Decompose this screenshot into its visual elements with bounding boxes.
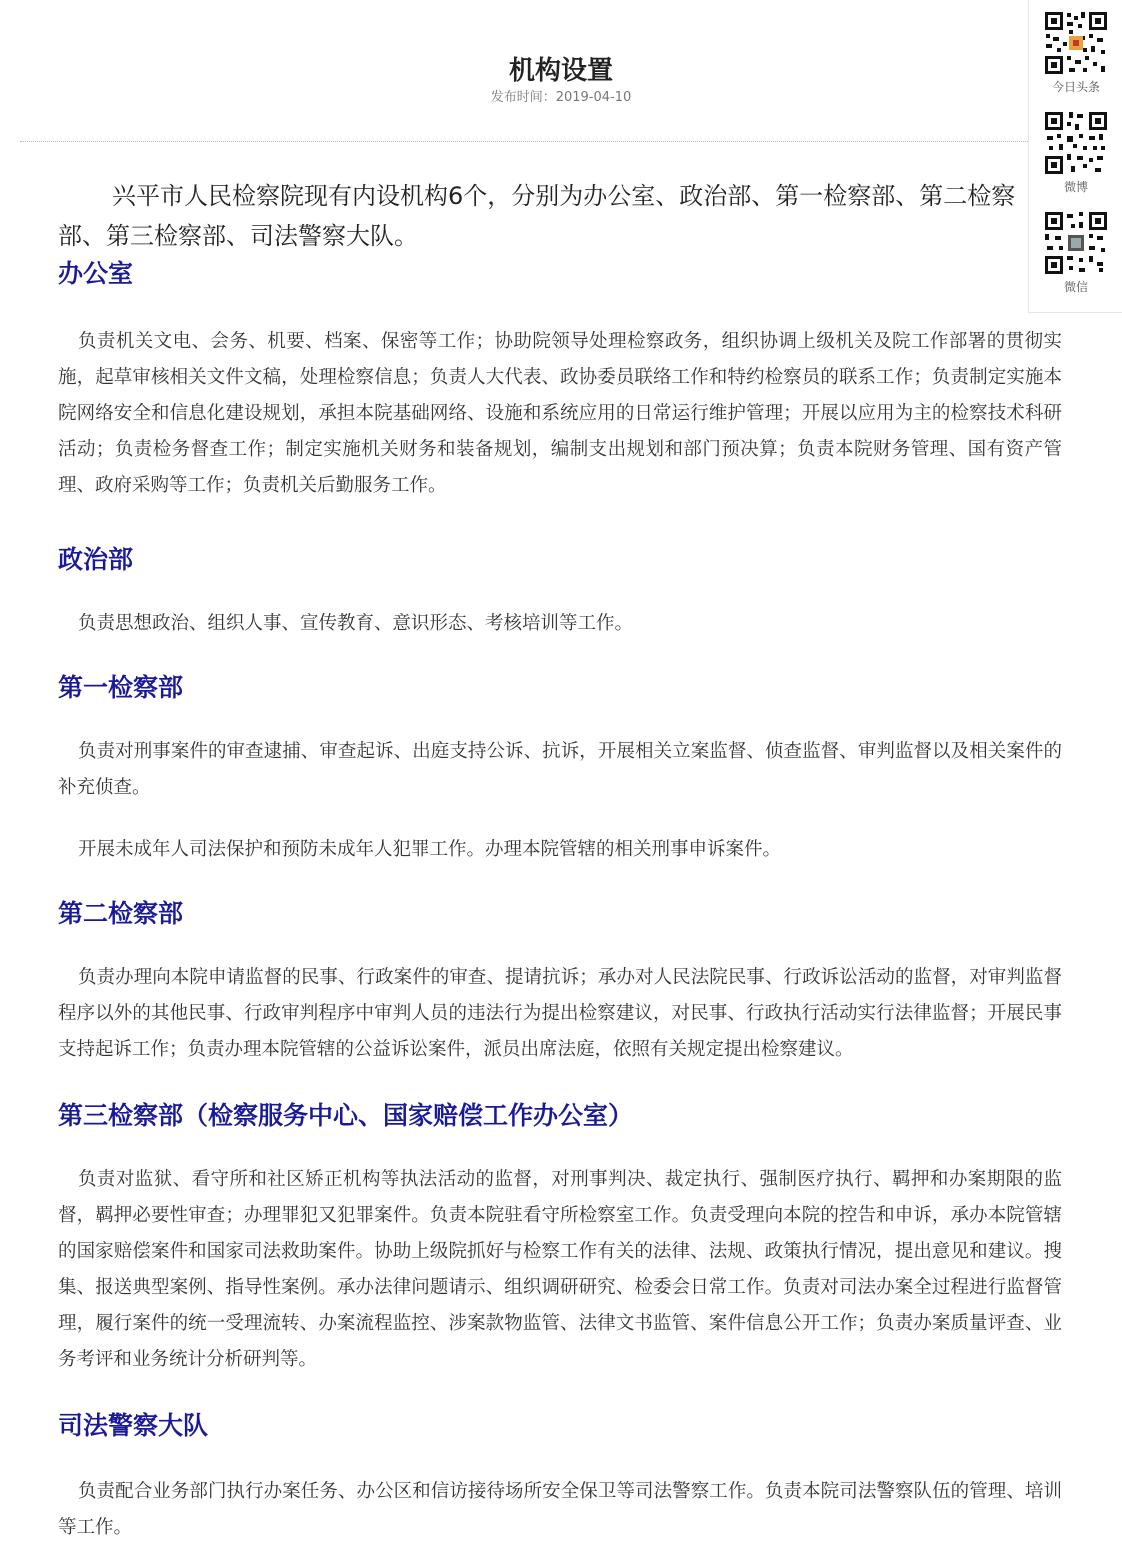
qr-label: 微博 [1063, 180, 1088, 194]
qr-code-icon [1043, 210, 1109, 276]
qr-item-wechat[interactable] [1029, 210, 1122, 296]
section-paragraph: 开展未成年人司法保护和预防未成年人犯罪工作。办理本院管辖的相关刑事申诉案件。 [78, 839, 782, 860]
intro-paragraph: 兴平市人民检察院现有内设机构6个，分别为办公室、政治部、第一检察部、第二检察部、第三检察部、司法警察大队。 [58, 182, 1016, 250]
section-paragraph: 负责机关文电、会务、机要、档案、保密等工作；协助院领导处理检察政务，组织协调上级机关及院工作部署的贯彻实施，起草审核相关文件文稿，处理检察信息；负责人大代表、政协委员联络工作和特约检察员的联系工作；负责制定实施本院网络安全和信息化建设规划，承担本院基础网络、设施和系统应用的日常运行维护管理；开展以应用为主的检察技术科研活动；负责检务督查工作；制定实施机关财务和装备规划，编制支出规划和部门预决算；负责本院财务管理、国有资产管理、政府采购等工作；负责机关后勤服务工作。 [58, 331, 1062, 496]
share-qr-panel [1028, 0, 1122, 313]
header-divider [20, 141, 1028, 142]
article-content [58, 176, 1062, 1546]
section-title-third-dept: 第三检察部（检察服务中心、国家赔偿工作办公室） [58, 1101, 634, 1130]
section-paragraph: 负责配合业务部门执行办案任务、办公区和信访接待场所安全保卫等司法警察工作。负责本院司法警察队伍的管理、培训等工作。 [58, 1481, 1062, 1538]
qr-label: 今日头条 [1051, 80, 1100, 94]
qr-item-weibo[interactable] [1029, 110, 1122, 196]
qr-label: 微信 [1063, 280, 1088, 294]
qr-item-toutiao[interactable] [1029, 10, 1122, 96]
section-title-second-dept: 第二检察部 [58, 899, 184, 928]
section-title-politics: 政治部 [58, 545, 134, 574]
section-title-office: 办公室 [58, 259, 134, 288]
section-title-judicial-police: 司法警察大队 [58, 1411, 209, 1440]
section-paragraph: 负责对刑事案件的审查逮捕、审查起诉、出庭支持公诉、抗诉，开展相关立案监督、侦查监督、审判监督以及相关案件的补充侦查。 [58, 741, 1062, 798]
section-title-first-dept: 第一检察部 [58, 673, 184, 702]
section-paragraph: 负责思想政治、组织人事、宣传教育、意识形态、考核培训等工作。 [78, 613, 634, 634]
section-paragraph: 负责办理向本院申请监督的民事、行政案件的审查、提请抗诉；承办对人民法院民事、行政诉讼活动的监督，对审判监督程序以外的其他民事、行政审判程序中审判人员的违法行为提出检察建议，对民事、行政执行活动实行法律监督；开展民事支持起诉工作；负责办理本院管辖的公益诉讼案件，派员出席法庭，依照有关规定提出检察建议。 [58, 967, 1062, 1060]
section-paragraph: 负责对监狱、看守所和社区矫正机构等执法活动的监督，对刑事判决、裁定执行、强制医疗执行、羁押和办案期限的监督，羁押必要性审查；办理罪犯又犯罪案件。负责本院驻看守所检察室工作。负责受理向本院的控告和申诉，承办本院管辖的国家赔偿案件和国家司法救助案件。协助上级院抓好与检察工作有关的法律、法规、政策执行情况，提出意见和建议。搜集、报送典型案例、指导性案例。承办法律问题请示、组织调研研究、检委会日常工作。负责对司法办案全过程进行监督管理，履行案件的统一受理流转、办案流程监控、涉案款物监管、法律文书监管、案件信息公开工作；负责办案质量评查、业务考评和业务统计分析研判等。 [58, 1169, 1062, 1370]
qr-code-icon [1043, 10, 1109, 76]
page-title: 机构设置 [508, 56, 613, 87]
qr-code-icon [1043, 110, 1109, 176]
publish-date: 发布时间：2019-04-10 [490, 90, 632, 105]
